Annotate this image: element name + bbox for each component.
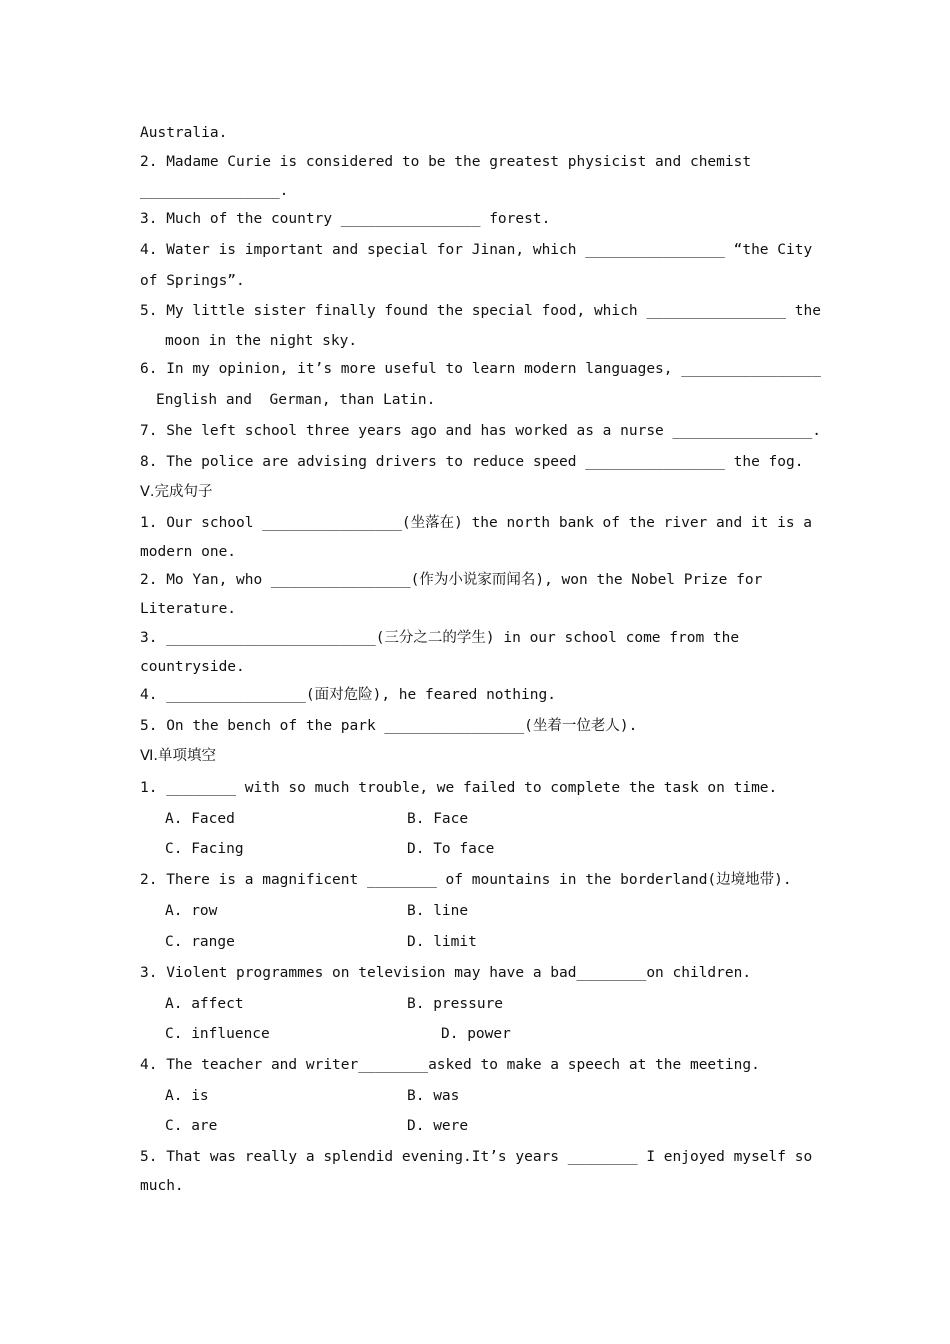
iv-item-4-line1: 4. Water is important and special for Jinan, which ________________ “the City <box>140 242 813 258</box>
vi-q3-option-a: A. affect <box>165 996 244 1012</box>
iv-item-5-line2: moon in the night sky. <box>165 333 358 349</box>
v-item-1-line1: 1. Our school ________________(坐落在) the north bank of the river and it is a <box>140 515 813 531</box>
vi-q2-option-b: B. line <box>407 903 469 919</box>
vi-question-3-stem: 3. Violent programmes on television may have a bad________on children. <box>140 965 752 981</box>
vi-question-1-stem: 1. ________ with so much trouble, we failed to complete the task on time. <box>140 780 778 796</box>
vi-q1-option-c: C. Facing <box>165 841 244 857</box>
iv-item-2-line1: 2. Madame Curie is considered to be the greatest physicist and chemist <box>140 154 752 170</box>
v-item-5: 5. On the bench of the park ________________(坐着一位老人). <box>140 718 638 734</box>
vi-q1-option-a: A. Faced <box>165 811 235 827</box>
section-vi-heading: Ⅵ.单项填空 <box>140 748 216 764</box>
vi-question-5-stem: 5. That was really a splendid evening.It’s years ________ I enjoyed myself so <box>140 1149 813 1165</box>
vi-q3-option-c: C. influence <box>165 1026 270 1042</box>
vi-q2-option-a: A. row <box>165 903 218 919</box>
v-item-2-line1: 2. Mo Yan, who ________________(作为小说家而闻名), won the Nobel Prize for <box>140 572 763 588</box>
iv-item-2-line2: ________________. <box>140 183 289 199</box>
iv-item-5-line1: 5. My little sister finally found the special food, which ________________ the <box>140 303 821 319</box>
iv-item-6-line2: English and German, than Latin. <box>156 392 436 408</box>
vi-q3-option-d: D. power <box>441 1026 511 1042</box>
vi-q4-option-d: D. were <box>407 1118 469 1134</box>
vi-question-5-stem-cont: much. <box>140 1178 184 1194</box>
iv-item-3: 3. Much of the country ________________ forest. <box>140 211 551 227</box>
section-v-heading: Ⅴ.完成句子 <box>140 484 213 500</box>
iv-item-4-line2: of Springs”. <box>140 273 245 289</box>
vi-q4-option-a: A. is <box>165 1088 209 1104</box>
vi-q1-option-d: D. To face <box>407 841 495 857</box>
v-item-3-line2: countryside. <box>140 659 245 675</box>
v-item-1-line2: modern one. <box>140 544 237 560</box>
vi-q2-option-c: C. range <box>165 934 235 950</box>
vi-question-4-stem: 4. The teacher and writer________asked to make a speech at the meeting. <box>140 1057 760 1073</box>
vi-q4-option-c: C. are <box>165 1118 218 1134</box>
v-item-4: 4. ________________(面对危险), he feared nothing. <box>140 687 556 703</box>
vi-q4-option-b: B. was <box>407 1088 460 1104</box>
v-item-3-line1: 3. ________________________(三分之二的学生) in our school come from the <box>140 630 740 646</box>
iv-item-7: 7. She left school three years ago and has worked as a nurse ________________. <box>140 423 821 439</box>
vi-q1-option-b: B. Face <box>407 811 469 827</box>
continuation-text: Australia. <box>140 125 228 141</box>
vi-q3-option-b: B. pressure <box>407 996 504 1012</box>
vi-q2-option-d: D. limit <box>407 934 477 950</box>
iv-item-6-line1: 6. In my opinion, it’s more useful to learn modern languages, ________________ <box>140 361 821 377</box>
v-item-2-line2: Literature. <box>140 601 237 617</box>
iv-item-8: 8. The police are advising drivers to reduce speed ________________ the fog. <box>140 454 804 470</box>
vi-question-2-stem: 2. There is a magnificent ________ of mountains in the borderland(边境地带). <box>140 872 792 888</box>
